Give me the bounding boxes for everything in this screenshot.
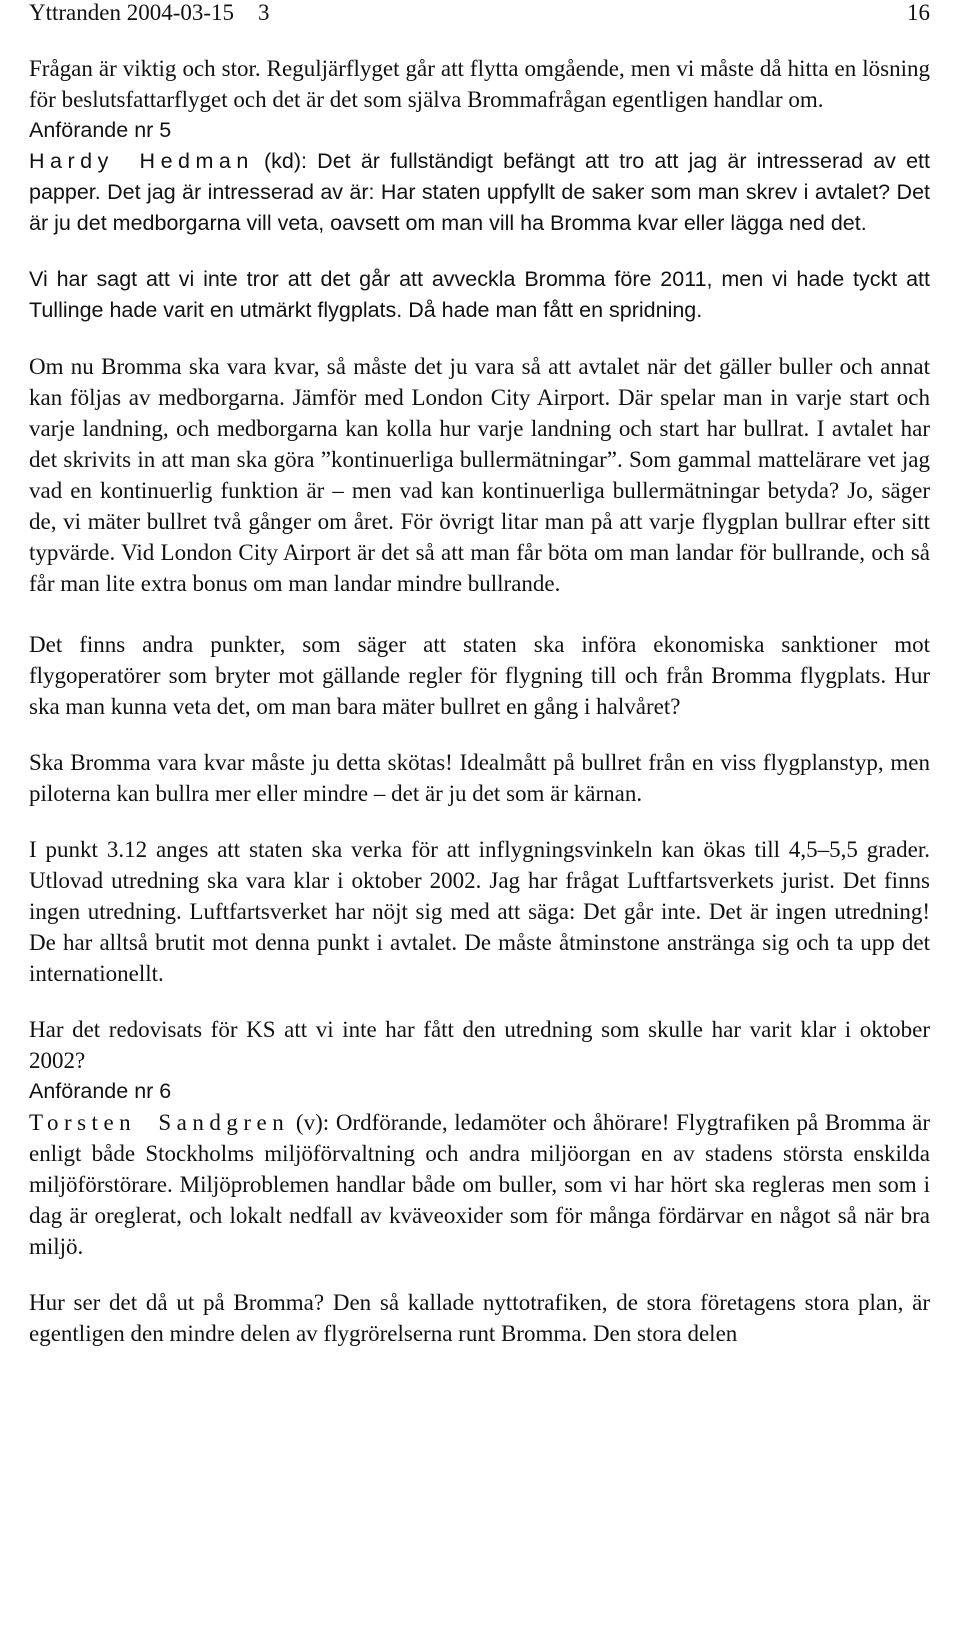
intro-paragraph: Frågan är viktig och stor. Reguljärflyget går att flytta omgående, men vi måste då hitta en lösning för beslutsfattarflyget och det är det som själva Brommafrågan egentligen handlar om. [29,56,930,112]
speech-6-speaker-name: Torsten Sandgren [29,1110,290,1135]
header-location-date: Yttranden 2004-03-15 [29,0,235,25]
speech-6-opening [29,1107,930,1262]
header-page-number: 16 [907,0,930,25]
speech-5-opening-continued: Det är ju det medborgarna vill veta, oavsett om man vill ha Bromma kvar eller lägga ned det. [29,180,931,235]
speech-5-opening [29,146,930,239]
speech-5-speaker-name: Hardy Hedman [29,149,254,173]
speech-6-paragraph: Hur ser det då ut på Bromma? Den så kallade nyttotrafiken, de stora företagens stora plan, är egentligen den mindre delen av flygrörelserna runt Bromma. Den stora delen [29,1290,930,1346]
speech-6-heading: Anförande nr 6 [29,1079,172,1103]
speech-5-paragraph: Det finns andra punkter, som säger att staten ska införa ekonomiska sanktioner mot flygoperatörer som bryter mot gällande regler för flygning till och från Bromma flygplats. Hur ska man kunna veta det, om man bara mäter bullret en gång i halvåret? [29,632,930,719]
speech-6-opening-text: (v): Ordförande, ledamöter och åhörare! Flygtrafiken på Bromma är enligt både Stockholms miljöförvaltning och andra miljöorgan en av stadens största enskilda miljöförstörare. Miljöproblemen handlar både om buller, som vi har hört ska regleras men som i dag är oreglerat, och lokalt nedfall av kväveoxider som för många fördärvar en något så när bra miljö. [29,1110,930,1259]
speech-5-paragraph: Om nu Bromma ska vara kvar, så måste det ju vara så att avtalet när det gäller buller och annat kan följas av medborgarna. Jämför med London City Airport. Där spelar man in varje start och varje landning, och medborgarna kan kolla hur varje landning och start har bullrat. I avtalet har det skrivits in att man ska göra ”kontinuerliga bullermätningar”. Som gammal mattelärare vet jag vad en kontinuerlig funktion är – men vad kan kontinuerliga bullermätningar betyda? Jo, säger de, vi mäter bullret två gånger om året. För övrigt litar man på att varje flygplan bullrar efter sitt typvärde. Vid London City Airport är det så att man får böta om man landar för bullrande, och så får man lite extra bonus om man landar mindre bullrande. [29,354,930,596]
running-header [29,0,930,28]
speech-5-heading: Anförande nr 5 [29,118,172,142]
header-section-number: 3 [258,0,270,25]
speech-5-paragraph: I punkt 3.12 anges att staten ska verka för att inflygningsvinkeln kan ökas till 4,5–5,5 grader. Utlovad utredning ska vara klar i oktober 2002. Jag har frågat Luftfartsverkets jurist. Det finns ingen utredning. Luftfartsverket har nöjt sig med att säga: Det går inte. Det är ingen utredning! De har alltså brutit mot denna punkt i avtalet. De måste åtminstone anstränga sig och ta upp det internationellt. [29,837,930,986]
speech-5-paragraph: Vi har sagt att vi inte tror att det går att avveckla Bromma före 2011, men vi hade tyckt att Tullinge hade varit en utmärkt flygplats. Då hade man fått en spridning. [29,267,930,322]
speech-5-opening-text: (kd): Det är fullständigt befängt att tro att jag är intresserad av ett papper. Det jag är intresserad av är: Har staten uppfyllt de saker som man skrev i avtalet? [29,149,931,204]
speech-5-paragraph: Ska Bromma vara kvar måste ju detta skötas! Idealmått på bullret från en viss flygplanstyp, men piloterna kan bullra mer eller mindre – det är ju det som är kärnan. [29,750,930,806]
speech-5-paragraph: Har det redovisats för KS att vi inte har fått den utredning som skulle har varit klar i oktober 2002? [29,1017,930,1073]
